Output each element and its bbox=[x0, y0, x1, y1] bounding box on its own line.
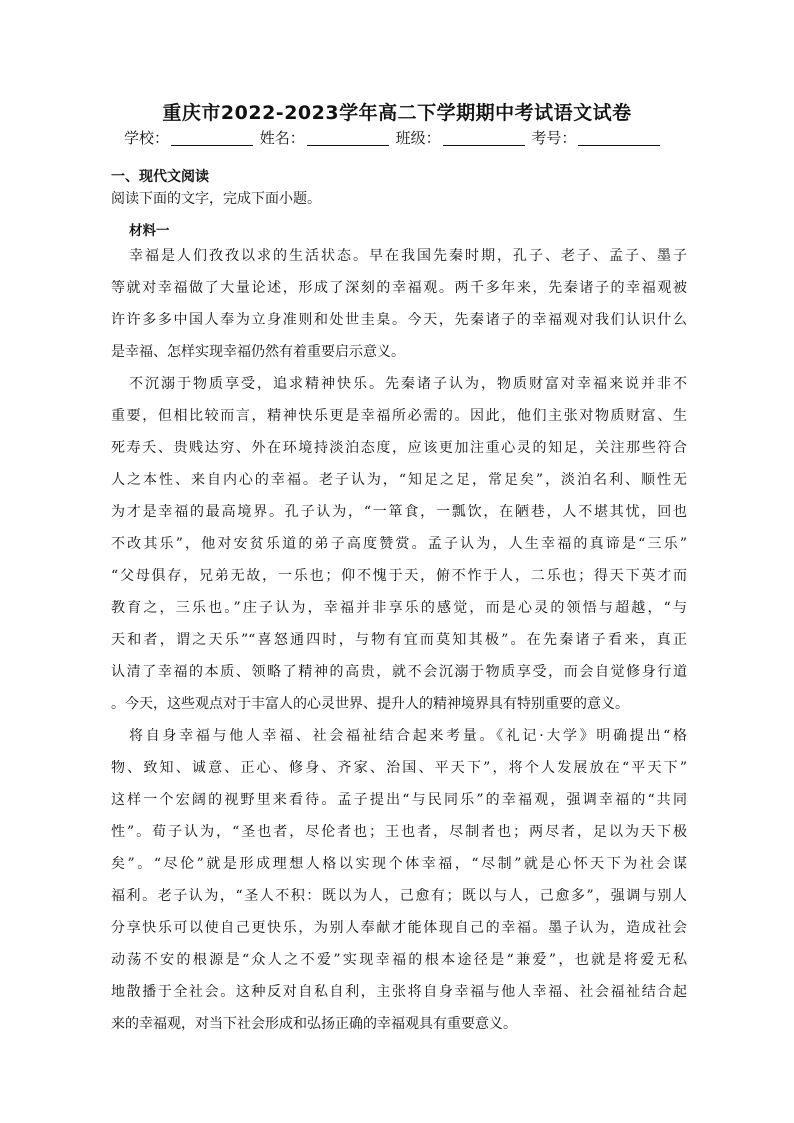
exam-number-blank[interactable] bbox=[578, 131, 660, 146]
passage-line: 来的幸福观，对当下社会形成和弘扬正确的幸福观具有重要意义。 bbox=[111, 1016, 517, 1032]
passage-line: “父母俱存，兄弟无故，一乐也；仰不愧于天，俯不怍于人，二乐也；得天下英才而 bbox=[111, 568, 687, 584]
passage-line: 教育之，三乐也。”庄子认为，幸福并非享乐的感觉，而是心灵的领悟与超越，“与 bbox=[111, 600, 687, 616]
passage-line: 人之本性、来自内心的幸福。老子认为，“知足之足，常足矣”，淡泊名利、顺性无 bbox=[111, 472, 687, 488]
passage-line: 福利。老子认为，“圣人不积：既以为人，己愈有；既以与人，己愈多”，强调与别人 bbox=[111, 888, 687, 904]
passage-line: 地散播于全社会。这种反对自私自利，主张将自身幸福与他人幸福、社会福祉结合起 bbox=[111, 984, 687, 1000]
section-instruction: 阅读下面的文字，完成下面小题。 bbox=[111, 191, 321, 207]
passage-line: 分享快乐可以使自己更快乐，为别人奉献才能体现自己的幸福。墨子认为，造成社会 bbox=[111, 920, 687, 936]
passage-line: 幸福是人们孜孜以求的生活状态。早在我国先秦时期，孔子、老子、孟子、墨子 bbox=[129, 248, 687, 264]
passage-body bbox=[111, 248, 687, 1048]
school-blank[interactable] bbox=[171, 131, 253, 146]
passage-line: 等就对幸福做了大量论述，形成了深刻的幸福观。两千多年来，先秦诸子的幸福观被 bbox=[111, 280, 687, 296]
passage-line: 重要，但相比较而言，精神快乐更是幸福所必需的。因此，他们主张对物质财富、生 bbox=[111, 408, 687, 424]
passage-line: 是幸福、怎样实现幸福仍然有着重要启示意义。 bbox=[111, 344, 405, 360]
exam-title: 重庆市2022-2023学年高二下学期期中考试语文试卷 bbox=[162, 102, 632, 124]
material-title: 材料一 bbox=[129, 223, 170, 239]
passage-line: 动荡不安的根源是“众人之不爱”实现幸福的根本途径是“兼爱”，也就是将爱无私 bbox=[111, 952, 687, 968]
passage-line: 。今天，这些观点对于丰富人的心灵世界、提升人的精神境界具有特别重要的意义。 bbox=[111, 696, 629, 712]
school-label: 学校： bbox=[124, 129, 170, 147]
class-blank[interactable] bbox=[443, 131, 525, 146]
name-label: 姓名： bbox=[259, 129, 305, 147]
exam-number-label: 考号： bbox=[531, 129, 577, 147]
passage-line: 不沉溺于物质享受，追求精神快乐。先秦诸子认为，物质财富对幸福来说并非不 bbox=[129, 376, 687, 392]
class-label: 班级： bbox=[395, 129, 441, 147]
passage-line: 为才是幸福的最高境界。孔子认为，“一箪食，一瓢饮，在陋巷，人不堪其忧，回也 bbox=[111, 504, 687, 520]
name-blank[interactable] bbox=[307, 131, 389, 146]
section-heading: 一、现代文阅读 bbox=[111, 169, 209, 185]
passage-line: 认清了幸福的本质、领略了精神的高贵，就不会沉溺于物质享受，而会自觉修身行道 bbox=[111, 664, 687, 680]
passage-line: 将自身幸福与他人幸福、社会福祉结合起来考量。《礼记·大学》明确提出“格 bbox=[129, 728, 687, 744]
passage-line: 天和者，谓之天乐”“喜怒通四时，与物有宜而莫知其极”。在先秦诸子看来，真正 bbox=[111, 632, 687, 648]
passage-line: 物、致知、诚意、正心、修身、齐家、治国、平天下”，将个人发展放在“平天下” bbox=[111, 760, 687, 776]
passage-line: 不改其乐”，他对安贫乐道的弟子高度赞赏。孟子认为，人生幸福的真谛是“三乐” bbox=[111, 536, 687, 552]
passage-line: 矣”。“尽伦”就是形成理想人格以实现个体幸福，“尽制”就是心怀天下为社会谋 bbox=[111, 856, 687, 872]
passage-line: 性”。荀子认为，“圣也者，尽伦者也；王也者，尽制者也；两尽者，足以为天下极 bbox=[111, 824, 687, 840]
student-info-line bbox=[124, 127, 684, 148]
passage-line: 许许多多中国人奉为立身准则和处世圭臬。今天，先秦诸子的幸福观对我们认识什么 bbox=[111, 312, 687, 328]
passage-line: 这样一个宏阔的视野里来看待。孟子提出“与民同乐”的幸福观，强调幸福的“共同 bbox=[111, 792, 687, 808]
passage-line: 死寿夭、贵贱达穷、外在环境持淡泊态度，应该更加注重心灵的知足，关注那些符合 bbox=[111, 440, 687, 456]
